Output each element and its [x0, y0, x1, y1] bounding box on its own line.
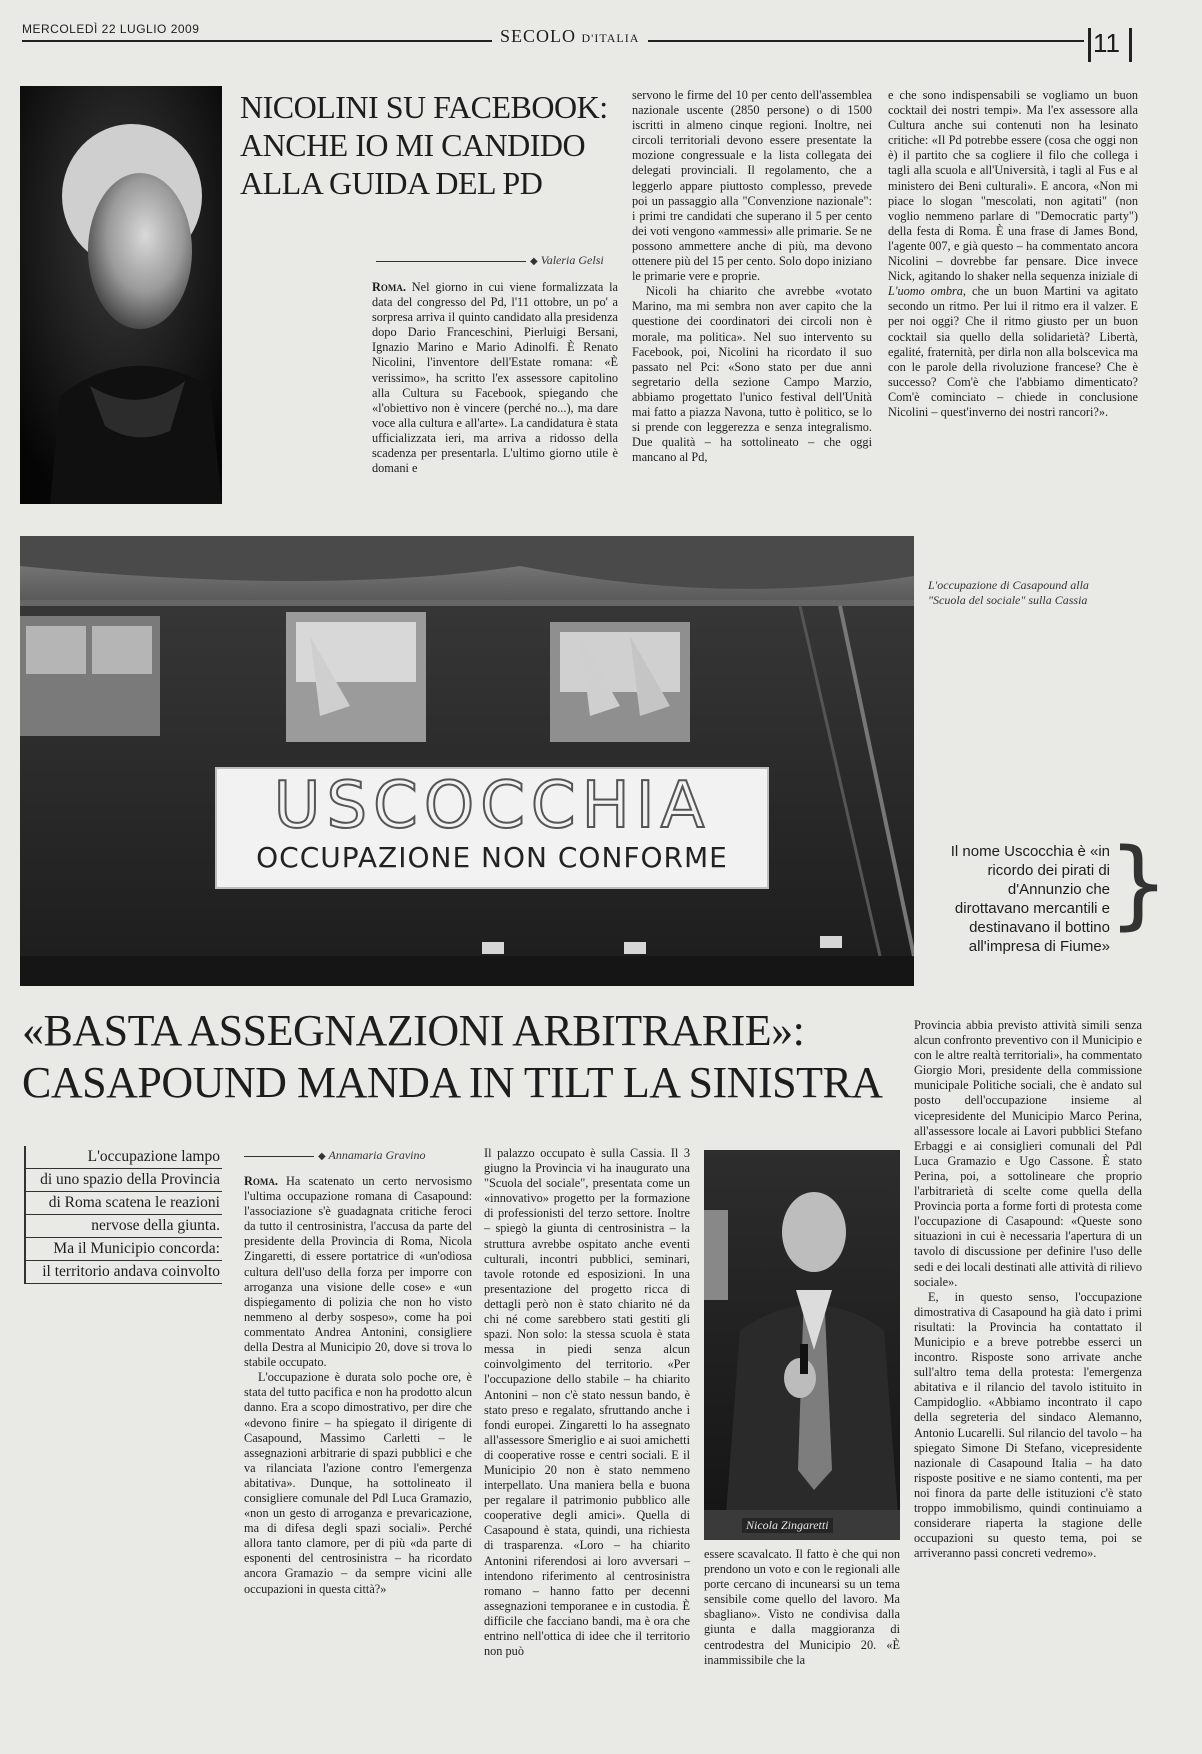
photo-caption: L'occupazione di Casapound alla "Scuola del sociale" sulla Cassia — [928, 578, 1089, 607]
article2-author: Annamaria Gravino — [328, 1148, 426, 1162]
article1-col3-part1: e che sono indispensabili se vogliamo un buon cocktail dei nostri tempi». Ma l'ex assessore alla Cultura anche sui contenuti non ha lesinato critiche: «Il Pd potrebbe essere (cosa che oggi non è) il partito che sa cogliere il filo che collega i tagli alla scuola e all'Università, i tagli al Fus e al ministero dei Beni culturali». E ancora, «Non mi piace lo slogan "mescolati, non agitati" (non voglio nemmeno parlare di "Democratic party") della festa di Roma. È una frase di James Bond, l'agente 007, e già questo – ha commentato ancora Nicolini – dovrebbe far pensare. Dice invece Nick, agitando lo shaker nella sequenza iniziale di — [888, 88, 1138, 284]
article1-col2-p1: servono le firme del 10 per cento dell'assemblea nazionale uscente (2850 persone) o di 1500 iscritti in almeno cinque regioni. Inoltre, nei circoli territoriali devono essere presentate la mozione congressuale e la lista collegata dei delegati provinciali. Il regolamento, che a leggerlo appare piuttosto complesso, prevede poi un passaggio alla "Convenzione nazionale": i primi tre candidati che superano il 5 per cento dei voti vengono «ammessi» alle primarie. Se ne possono ammettere anche di più, ma devono ottenere più del 15 per cento. Solo dopo iniziano le primarie vere e proprie. — [632, 88, 872, 284]
article2-summary — [24, 1146, 222, 1284]
article1-byline — [376, 253, 604, 268]
building-photo — [20, 536, 914, 986]
summary-line: L'occupazione lampo — [26, 1146, 222, 1169]
article2-column-1 — [244, 1174, 472, 1597]
article2-col1-p1: Ha scatenato un certo nervosismo l'ultima occupazione romana di Casapound: l'associazione s'è guadagnata critiche feroci da tutto il centrosinistra, l'accusa da parte del presidente della Provincia di Roma, Nicola Zingaretti, di essere portatrice di «un'odiosa cultura dell'uso della forza per imporre con arroganza una visione delle cose» e «un dispiegamento di polizia che non ho visto nemmeno al derby sospeso», come ha poi commentato Andrea Antonini, consigliere della Destra al Municipio 20, dove si trova lo stabile occupato. — [244, 1174, 472, 1370]
article2-col4-p2: E, in questo senso, l'occupazione dimostrativa di Casapound ha già dato i primi risultati: la Provincia ha contattato il Municipio e a breve potrebbe esserci un incontro. Risposte sono arrivate anche sull'altro tema della protesta: l'emergenza abitativa e il rilancio del tavolo istituito in Campidoglio. «Abbiamo incontrato il capo della segreteria del sindaco Alemanno, Antonio Lucarelli. Sul rilancio del tavolo – ha spiegato Simone Di Stefano, vicepresidente nazionale di Casapound Italia – ha dato risposte positive e ne siamo contenti, ma per noi finora da parte delle istituzioni c'è stato troppo immobilismo, quindi continuiamo a considerare riaperta la stagione delle occupazioni su questo tema, poi se arriveranno passi concreti vedremo». — [914, 1289, 1142, 1561]
paper-name: SECOLO — [500, 26, 577, 46]
article2-byline — [244, 1148, 426, 1163]
article2-dateline: Roma. — [244, 1174, 278, 1188]
article2-col2-p1: Il palazzo occupato è sulla Cassia. Il 3 giugno la Provincia vi ha inaugurato una "Scuola del sociale", presentata come un «innovativo» progetto per la formazione di professionisti del terzo settore. Inoltre – spiegò la giunta di centrosinistra – la struttura avrebbe ospitato anche eventi culturali, incontri pubblici, seminari, tavole rotonde ed esposizioni. In una presentazione del progetto ricca di dettagli però non è stato chiarito né da chi né come sarebbero stati gestiti gli spazi. Non solo: la stessa scuola è stata messa in piedi senza alcun coinvolgimento del territorio. «Per l'occupazione dello stabile – ha chiarito Antonini – non c'è stato nessun bando, è stato preso e regalato, sfruttando anche i fondi europei. Zingaretti lo ha assegnato all'assessore Smeriglio e ai suoi amichetti di cooperative rosse e centri sociali. E il Municipio 20 non è stato nemmeno interpellato. Una maniera bella e buona per regalare il patrimonio pubblico alle cooperative degli amici». Quella di Casapound è stata, quindi, una richiesta di trasparenza. «Loro – ha chiarito Antonini riferendosi ai loro avversari – intendono riferimento al centrosinistra romano – hanno fatto per decenni assegnazioni temporanee e in custodia. È difficile che facciano bandi, ma è ora che entrino nell'ottica di idee che il territorio non può — [484, 1146, 690, 1659]
speaker-photo — [704, 1150, 900, 1540]
article1-author: Valeria Gelsi — [540, 253, 604, 267]
summary-line: di Roma scatena le reazioni — [26, 1192, 222, 1215]
summary-line: il territorio andava coinvolto — [26, 1261, 222, 1284]
header-rule-right — [648, 40, 1084, 42]
pull-quote: Il nome Uscocchia è «in ricordo dei pirati di d'Annunzio che dirottavano mercantili e destinavano il bottino all'impresa di Fiume» — [950, 843, 1110, 955]
article2-headline — [22, 1005, 922, 1109]
article2-headline-line1: «BASTA ASSEGNAZIONI ARBITRARIE»: — [22, 1006, 805, 1055]
summary-line: Ma il Municipio concorda: — [26, 1238, 222, 1261]
article1-col3-part2: , che un buon Martini va agitato secondo un ritmo. Per lui il ritmo era il valzer. E per noi oggi? Che il ritmo giusto per un buon cocktail sia quello della solidarietà? Libertà, egalité, fraternità, per dirla non alla bolscevica ma con le parole della rivoluzione francese? Che è successo? Com'è che l'abbiamo dimenticato? Com'è cominciato – chiede in conclusione Nicolini – quest'inverno dei nostri rancori?». — [888, 284, 1138, 419]
banner-line1: USCOCCHIA — [273, 769, 711, 843]
masthead — [500, 26, 639, 47]
article1-col1-p1: Nel giorno in cui viene formalizzata la data del congresso del Pd, l'11 ottobre, un po' a sorpresa arriva il quinto candidato alla presidenza dopo Dario Franceschini, Pierluigi Bersani, Ignazio Marino e Mario Adinolfi. È Renato Nicolini, l'inventore dell'Estate romana: «È verissimo», ha scritto l'ex assessore capitolino alla Cultura su Facebook, spiegando che «l'obiettivo non è vincere (perché no...), ma dare voce alla cultura e all'arte». La candidatura è stata ufficializzata ieri, ma arriva a ridosso della scadenza per presentarla. L'ultimo giorno utile è domani e — [372, 280, 618, 476]
summary-line: nervose della giunta. — [26, 1215, 222, 1238]
portrait-photo — [20, 86, 222, 504]
article1-column-2 — [632, 88, 872, 465]
article2-col3-p1: essere scavalcato. Il fatto è che qui non prendono un voto e con le regionali alle porte cercano di incunearsi su un tema sensibile come quello del lavoro. Ma sbagliano». Visto ne condivisa dalla giunta e dalla maggioranza di centrodestra del Municipio 20. «È inammissibile che la — [704, 1547, 900, 1667]
article2-column-3 — [704, 1547, 900, 1668]
byline-rule — [244, 1156, 314, 1157]
diamond-icon: ◆ — [318, 1151, 326, 1162]
article1-headline: NICOLINI SU FACEBOOK: ANCHE IO MI CANDIDO ALLA GUIDA DEL PD — [240, 89, 608, 201]
article2-column-2 — [484, 1146, 690, 1659]
article1-column-3 — [888, 88, 1138, 420]
article2-col4-p1: Provincia abbia previsto attività simili senza alcun confronto preventivo con il Municipio e con le altre realtà territoriali», ha commentato Giorgio Mori, presidente della commissione municipale Politiche sociali, che è andato sul posto dell'occupazione insieme al vicepresidente del Municipio Marco Perina, all'assessore locale ai Lavori pubblici Stefano Erbaggi e ai consiglieri comunali del Pdl Luca Gramazio e Ugo Cassone. È stato Perina, poi, a sottolineare che proprio l'arbitrarietà di scelte come quella della Provincia porta a forme forti di protesta come l'occupazione di Casapound: «Queste sono situazioni in cui è necessaria l'apertura di un tavolo di discussione per definire l'uso delle sedi e dei locali destinati alle attività di rilievo sociale». — [914, 1018, 1142, 1289]
diamond-icon: ◆ — [530, 256, 538, 267]
article1-col2-p2: Nicoli ha chiarito che avrebbe «votato Marino, ma mi sembra non aver capito che la questione dei coordinatori dei circoli non è morale, ma politica». Nel suo intervento su Facebook, poi, Nicolini ha ricordato il suo passato nel Pci: «Sono stato per due anni segretario della sezione Campo Marzio, abbiamo progettato l'unico festival dell'Unità mai fatto a piazza Navona, tutto è politico, se lo si prende con leggerezza e senza integralismo. Due qualità – ha sottolineato – che oggi mancano al Pd, — [632, 284, 872, 465]
article2-column-4 — [914, 1018, 1142, 1561]
article2-col1-p2: L'occupazione è durata solo poche ore, è stata del tutto pacifica e non ha prodotto alcun danno. Era a scopo dimostrativo, per dire che «devono finire – ha spiegato il dirigente di Casapound, Massimo Carletti – le assegnazioni arbitrarie di spazi pubblici e che va rilanciata l'azione contro l'emergenza abitativa». Dunque, ha sottolineato il consigliere comunale del Pdl Luca Gramazio, «non un gesto di arroganza e prevaricazione, ma di difesa degli spazi sociali». Perché allora tanto clamore, per di più «da parte di esponenti del centrosinistra – ha ricordato ancora Gramazio – da sempre vicini alle occupazioni in questa città?» — [244, 1370, 472, 1596]
issue-date: MERCOLEDÌ 22 LUGLIO 2009 — [22, 22, 200, 36]
paper-suffix: D'ITALIA — [581, 31, 640, 45]
page-number: 11 — [1093, 28, 1120, 58]
speaker-photo-caption: Nicola Zingaretti — [742, 1518, 833, 1533]
summary-line: di uno spazio della Provincia — [26, 1169, 222, 1192]
article1-dateline: Roma. — [372, 280, 406, 294]
header-rule-left — [22, 40, 492, 42]
film-title: L'uomo ombra — [888, 284, 963, 299]
brace-icon: } — [1108, 828, 1170, 940]
article1-column-1 — [372, 280, 618, 476]
banner-line2: OCCUPAZIONE NON CONFORME — [256, 841, 728, 874]
article2-headline-line2: CASAPOUND MANDA IN TILT LA SINISTRA — [22, 1058, 883, 1107]
byline-rule — [376, 261, 526, 262]
